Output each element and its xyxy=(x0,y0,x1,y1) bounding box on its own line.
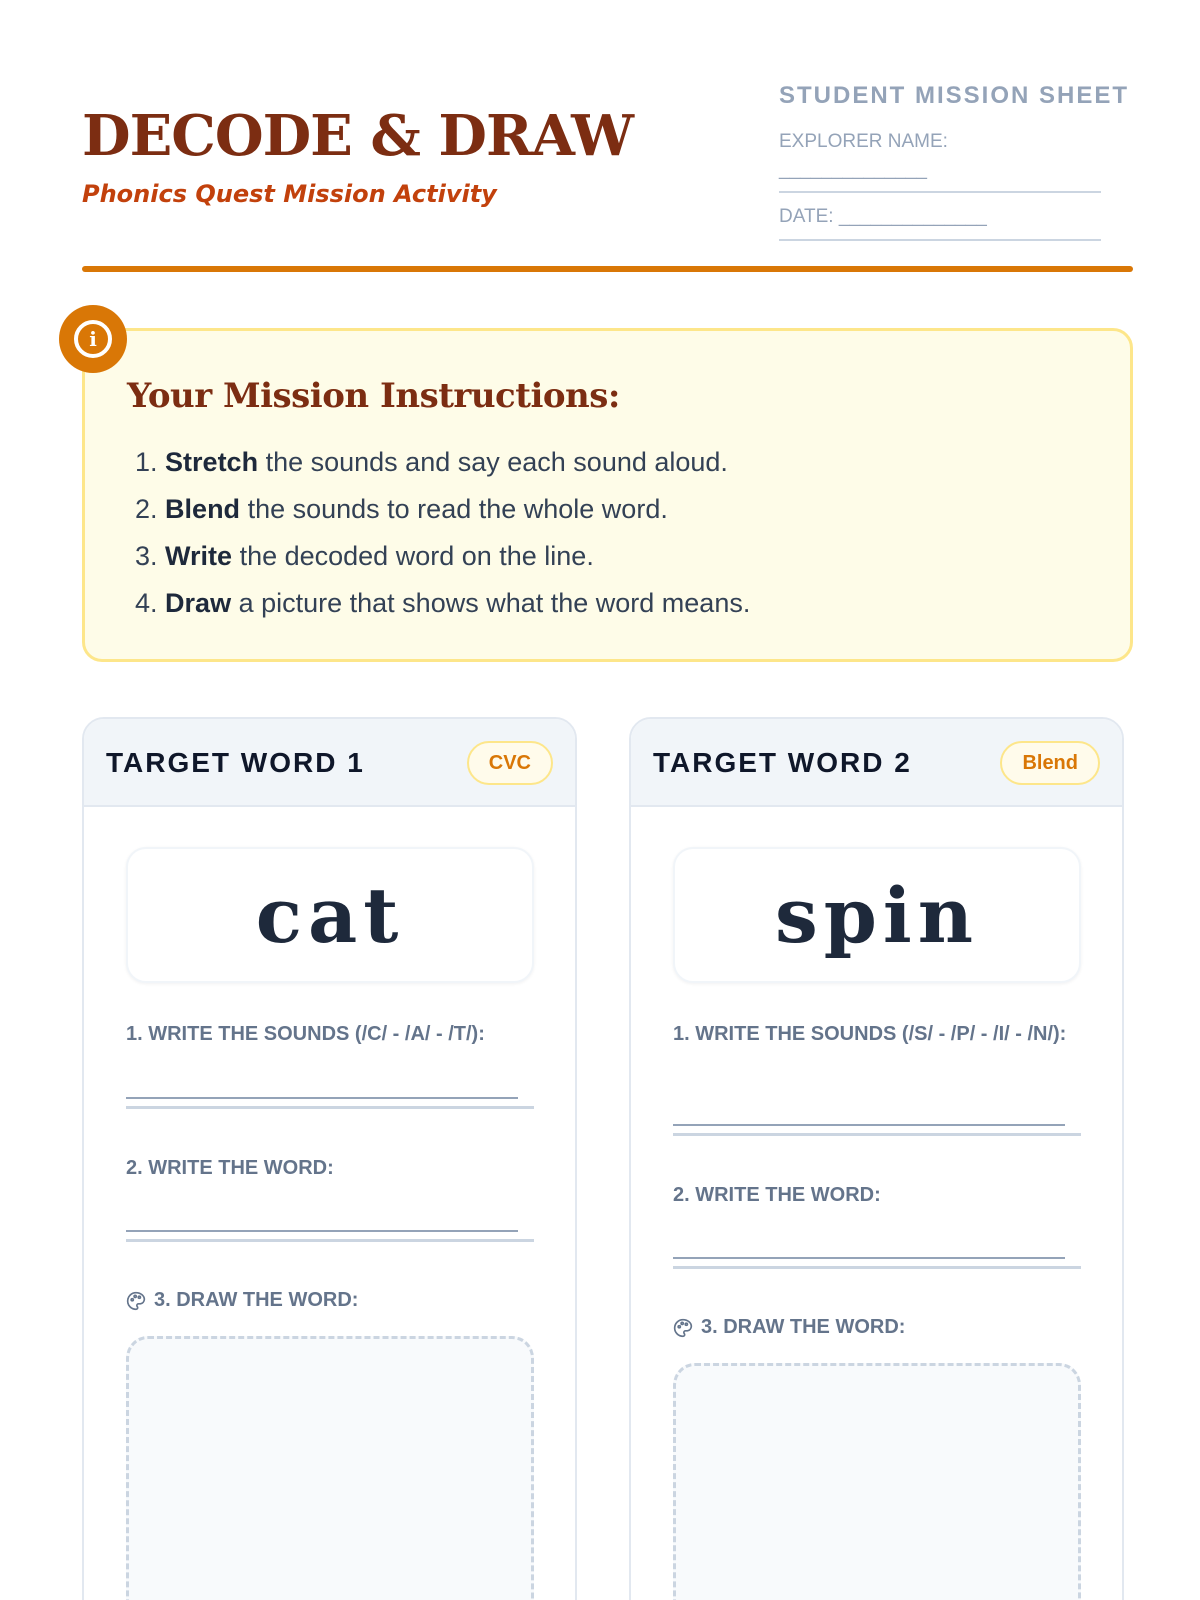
palette-icon xyxy=(126,1291,146,1311)
instructions-panel xyxy=(82,328,1133,662)
info-icon: i xyxy=(59,305,127,373)
palette-icon xyxy=(673,1318,693,1338)
explorer-name-field[interactable]: EXPLORER NAME: ______________ xyxy=(779,128,1101,193)
target-word-box xyxy=(126,847,534,983)
target-word: spin xyxy=(774,870,980,960)
target-word-card-1 xyxy=(82,717,577,1600)
page-title: DECODE & DRAW xyxy=(82,103,634,169)
instructions-title: Your Mission Instructions: xyxy=(127,376,620,416)
sounds-prompt: 1. WRITE THE SOUNDS (/S/ - /P/ - /I/ - /N/): xyxy=(673,1023,1067,1045)
word-prompt: 2. WRITE THE WORD: xyxy=(126,1157,334,1179)
word-type-badge: CVC xyxy=(467,741,553,785)
target-word: cat xyxy=(255,870,405,960)
card-header xyxy=(84,719,575,807)
card-title: TARGET WORD 2 xyxy=(653,747,912,778)
sounds-answer-line[interactable] xyxy=(673,1106,1081,1136)
page-header xyxy=(82,60,1133,272)
word-prompt: 2. WRITE THE WORD: xyxy=(673,1184,881,1206)
card-title: TARGET WORD 1 xyxy=(106,747,365,778)
draw-label: 3. DRAW THE WORD: xyxy=(126,1289,358,1312)
word-answer-line[interactable] xyxy=(126,1212,534,1242)
word-type-badge: Blend xyxy=(1000,741,1100,785)
instructions-list xyxy=(135,439,750,627)
drawing-area[interactable] xyxy=(673,1363,1081,1600)
drawing-area[interactable] xyxy=(126,1336,534,1600)
instruction-step: 2. Blend the sounds to read the whole word. xyxy=(135,494,668,524)
card-header xyxy=(631,719,1122,807)
sheet-title: STUDENT MISSION SHEET xyxy=(779,82,1130,109)
sounds-prompt: 1. WRITE THE SOUNDS (/C/ - /A/ - /T/): xyxy=(126,1023,485,1045)
instruction-step: 1. Stretch the sounds and say each sound aloud. xyxy=(135,447,728,477)
header-divider xyxy=(82,266,1133,272)
student-info-block xyxy=(779,82,1133,241)
instruction-step: 4. Draw a picture that shows what the word means. xyxy=(135,588,751,618)
draw-label: 3. DRAW THE WORD: xyxy=(673,1316,905,1339)
word-answer-line[interactable] xyxy=(673,1239,1081,1269)
target-word-card-2 xyxy=(629,717,1124,1600)
sounds-answer-line[interactable] xyxy=(126,1079,534,1109)
instruction-step: 3. Write the decoded word on the line. xyxy=(135,541,594,571)
target-word-box xyxy=(673,847,1081,983)
page-subtitle: Phonics Quest Mission Activity xyxy=(82,180,497,208)
date-field[interactable]: DATE: ______________ xyxy=(779,203,1101,241)
